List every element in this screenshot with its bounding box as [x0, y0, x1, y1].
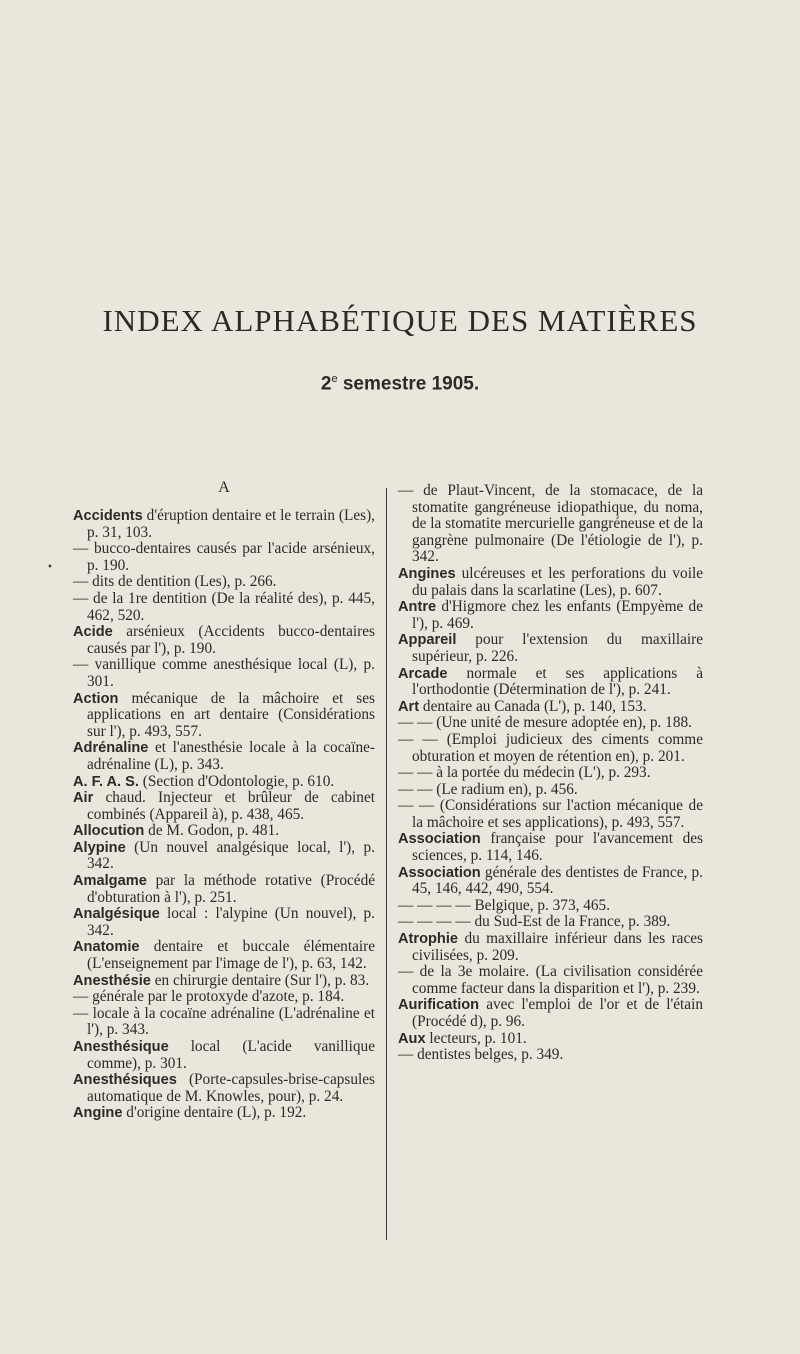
- entry-text: — vanillique comme anesthésique local (L), p. 301.: [73, 656, 375, 690]
- index-entry: [398, 964, 703, 997]
- index-entry: [73, 1006, 375, 1039]
- entry-heading: Antre: [398, 599, 437, 616]
- margin-dot: •: [47, 562, 53, 573]
- index-entry: [73, 574, 375, 591]
- entry-text: — de la 3e molaire. (La civilisation considérée comme facteur dans la disparition et l'), p. 239.: [398, 963, 703, 997]
- index-entry: [398, 931, 703, 964]
- index-entry: [398, 599, 703, 632]
- index-entry: [73, 591, 375, 624]
- index-entry: [398, 1047, 703, 1064]
- entry-text: (Un nouvel analgésique local, l'), p. 342.: [87, 838, 375, 873]
- entry-heading: Angines: [398, 565, 456, 582]
- index-entry: [398, 1031, 703, 1048]
- section-letter: A: [218, 479, 230, 496]
- entry-text: d'éruption dentaire et le terrain (Les), p. 31, 103.: [87, 507, 375, 541]
- index-entry: [73, 1105, 375, 1122]
- entry-text: mécanique de la mâchoire et ses applications en art dentaire (Considérations sur l'), p. 493, 557.: [87, 689, 376, 740]
- entry-text: (Section d'Odontologie, p. 610.: [142, 772, 335, 790]
- entry-text: ulcéreuses et les perforations du voile du palais dans la scarlatine (Les), p. 607.: [412, 564, 703, 599]
- entry-text: avec l'emploi de l'or et de l'étain (Procédé d), p. 96.: [412, 996, 703, 1030]
- entry-heading: Art: [398, 698, 420, 715]
- entry-heading: Arcade: [398, 665, 448, 682]
- index-entry: [73, 624, 375, 657]
- entry-heading: Anesthésique: [73, 1039, 169, 1055]
- entry-text: arsénieux (Accidents bucco-dentaires causés par l'), p. 190.: [87, 623, 375, 657]
- entry-heading: Anesthésie: [73, 972, 151, 989]
- index-entry: [73, 508, 375, 541]
- entry-heading: Association: [398, 831, 481, 848]
- index-entry: [73, 873, 375, 906]
- entry-text: — — — — du Sud-Est de la France, p. 389.: [398, 913, 671, 931]
- index-entry: [73, 989, 375, 1006]
- index-entry: [73, 973, 375, 990]
- entry-text: — générale par le protoxyde d'azote, p. 184.: [73, 988, 345, 1006]
- entry-text: — — (Une unité de mesure adoptée en), p. 188.: [398, 714, 692, 732]
- entry-text: dentaire au Canada (L'), p. 140, 153.: [422, 697, 647, 715]
- entry-text: en chirurgie dentaire (Sur l'), p. 83.: [154, 971, 370, 989]
- subtitle-superscript: e: [331, 373, 338, 385]
- entry-text: française pour l'avancement des sciences, p. 114, 146.: [412, 830, 703, 865]
- index-entry: [398, 997, 703, 1030]
- entry-text: local (L'acide vanillique comme), p. 301.: [87, 1038, 375, 1072]
- entry-text: générale des dentistes de France, p. 45, 146, 442, 490, 554.: [412, 863, 703, 898]
- left-column: [73, 480, 375, 1122]
- index-entry: [73, 790, 375, 823]
- entry-heading: Alypine: [73, 839, 126, 856]
- entry-text: et l'anesthésie locale à la cocaïne-adrénaline (L), p. 343.: [87, 739, 375, 773]
- entry-text: — locale à la cocaïne adrénaline (L'adrénaline et l'), p. 343.: [73, 1004, 375, 1039]
- entry-heading: Anesthésiques: [73, 1072, 177, 1089]
- entry-heading: Appareil: [398, 632, 457, 649]
- page-subtitle: [0, 373, 800, 395]
- index-entry: [73, 774, 375, 791]
- entry-heading: Adrénaline: [73, 740, 149, 757]
- entry-heading: Action: [73, 690, 119, 707]
- entry-heading: Angine: [73, 1105, 123, 1122]
- entry-heading: Allocution: [73, 823, 145, 840]
- left-entry-list: [73, 508, 375, 1122]
- entry-text: du maxillaire inférieur dans les races civilisées, p. 209.: [412, 930, 703, 964]
- entry-text: d'origine dentaire (L), p. 192.: [126, 1104, 307, 1122]
- index-entry: [73, 657, 375, 690]
- entry-text: local : l'alypine (Un nouvel), p. 342.: [87, 905, 375, 939]
- index-entry: [398, 732, 703, 765]
- index-entry: [398, 765, 703, 782]
- entry-text: lecteurs, p. 101.: [429, 1029, 527, 1047]
- index-entry: [398, 666, 703, 699]
- column-divider: [386, 488, 387, 1240]
- entry-text: chaud. Injecteur et brûleur de cabinet combinés (Appareil à), p. 438, 465.: [87, 789, 375, 823]
- index-entry: [398, 865, 703, 898]
- entry-text: pour l'extension du maxillaire supérieur, p. 226.: [412, 631, 703, 665]
- index-entry: [73, 541, 375, 574]
- entry-heading: Aurification: [398, 997, 480, 1014]
- entry-heading: Aux: [398, 1030, 426, 1047]
- index-entry: [73, 740, 375, 773]
- index-entry: [398, 715, 703, 732]
- entry-text: — — à la portée du médecin (L'), p. 293.: [398, 764, 651, 782]
- entry-text: — — — — Belgique, p. 373, 465.: [398, 896, 611, 914]
- entry-heading: Acide: [73, 624, 113, 641]
- subtitle-number: 2: [320, 373, 332, 395]
- entry-text: — — (Le radium en), p. 456.: [398, 780, 578, 798]
- entry-text: — — (Considérations sur l'action mécanique de la mâchoire et ses applications), p. 493, 557.: [398, 797, 703, 831]
- entry-text: d'Higmore chez les enfants (Empyème de l'), p. 469.: [412, 598, 703, 632]
- index-entry: [73, 1072, 375, 1105]
- entry-text: normale et ses applications à l'orthodontie (Détermination de l'), p. 241.: [412, 664, 704, 699]
- index-entry: [73, 939, 375, 972]
- index-entry: [398, 566, 703, 599]
- entry-text: dentaire et buccale élémentaire (L'enseignement par l'image de l'), p. 63, 142.: [87, 938, 375, 973]
- index-entry: [73, 1039, 375, 1072]
- entry-heading: Analgésique: [73, 906, 160, 923]
- index-entry: [398, 483, 703, 566]
- index-entry: [398, 898, 703, 915]
- entry-heading: Association: [398, 864, 481, 881]
- index-entry: [398, 632, 703, 665]
- right-entry-list: [398, 483, 703, 1064]
- entry-heading: Atrophie: [398, 931, 458, 948]
- right-column: [398, 483, 703, 1064]
- entry-text: de M. Godon, p. 481.: [148, 822, 280, 840]
- entry-heading: Air: [73, 790, 94, 807]
- entry-text: — de la 1re dentition (De la réalité des), p. 445, 462, 520.: [73, 589, 375, 624]
- entry-heading: Anatomie: [73, 939, 140, 956]
- index-entry: [73, 906, 375, 939]
- index-entry: [398, 914, 703, 931]
- entry-text: (Porte-capsules-brise-capsules automatique de M. Knowles, pour), p. 24.: [87, 1071, 375, 1105]
- entry-text: — bucco-dentaires causés par l'acide arsénieux, p. 190.: [73, 540, 375, 574]
- index-entry: [398, 798, 703, 831]
- index-entry: [398, 699, 703, 716]
- index-entry: [398, 831, 703, 864]
- entry-text: — dentistes belges, p. 349.: [398, 1046, 564, 1064]
- entry-heading: A. F. A. S.: [73, 773, 139, 790]
- entry-text: par la méthode rotative (Procédé d'obturation à l'), p. 251.: [87, 872, 376, 906]
- index-entry: [73, 691, 375, 741]
- entry-text: — de Plaut-Vincent, de la stomacace, de la stomatite gangréneuse idiopathique, du noma, de la stomatite mercurielle gangréneuse et de la gangrène pulmonaire (De l'étiologie de l'), p. 342.: [398, 482, 703, 566]
- page-title: INDEX ALPHABÉTIQUE DES MATIÈRES: [102, 303, 698, 338]
- entry-text: — dits de dentition (Les), p. 266.: [73, 573, 277, 591]
- entry-heading: Amalgame: [73, 873, 147, 890]
- index-entry: [73, 823, 375, 840]
- index-entry: [73, 840, 375, 873]
- entry-text: — — (Emploi judicieux des ciments comme obturation et moyen de rétention en), p. 201.: [398, 730, 703, 765]
- subtitle-text: semestre 1905.: [342, 373, 480, 395]
- entry-heading: Accidents: [73, 508, 143, 524]
- index-entry: [398, 782, 703, 799]
